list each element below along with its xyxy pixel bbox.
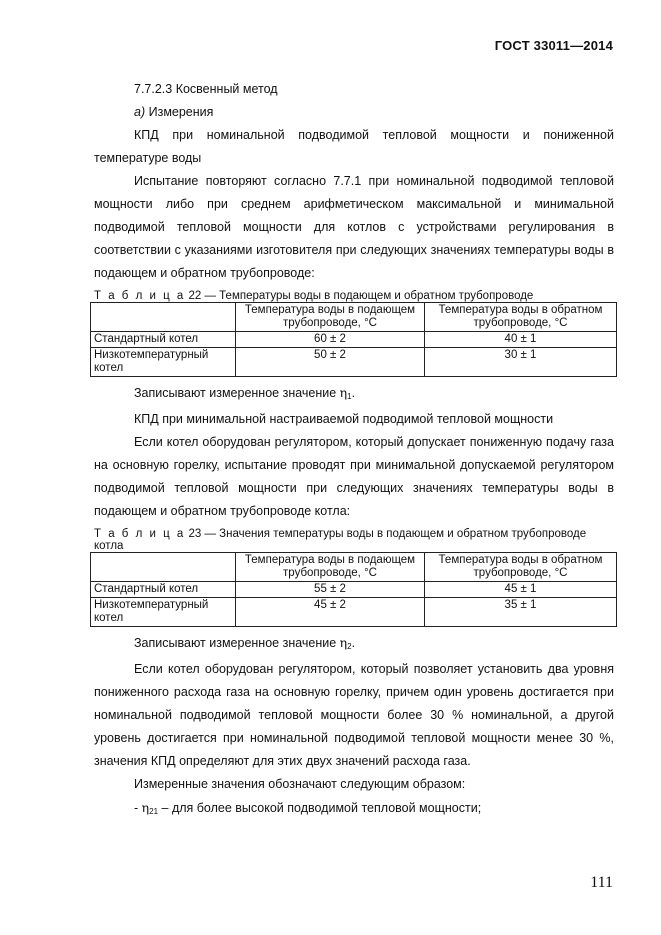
table-22-caption	[94, 290, 614, 302]
list-item-eta21	[94, 796, 614, 823]
table-cell-supply-temp: 55 ± 2	[236, 582, 425, 598]
subsection-a-letter: а)	[134, 105, 146, 119]
table-cell-return-temp: 40 ± 1	[425, 332, 617, 348]
paragraph-regulator-conditions: Если котел оборудован регулятором, который допускает пониженную подачу газа на основную горелку, испытание проводят при минимальной допускаемой регулятором подводимой тепловой мощности при следующих значениях температуры воды в подающем и обратном трубопроводе котла:	[94, 435, 614, 518]
table-cell-return-temp: 45 ± 1	[425, 582, 617, 598]
eta-subscript: 1	[347, 392, 352, 401]
table-row	[91, 582, 617, 598]
document-standard-header: ГОСТ 33011—2014	[494, 38, 613, 53]
table-23-caption-label: Т а б л и ц а	[94, 528, 186, 540]
page-content	[94, 78, 614, 823]
table-row	[91, 348, 617, 377]
table-cell-supply-temp: 45 ± 2	[236, 598, 425, 627]
eta-subscript: 2	[347, 642, 352, 651]
table-header-row	[91, 303, 617, 332]
table-header-cell: Температура воды в обратном трубопроводе, °С	[425, 303, 617, 332]
table-header-row	[91, 553, 617, 582]
paragraph-test-conditions: Испытание повторяют согласно 7.7.1 при номинальной подводимой тепловой мощности либо при среднем арифметическом максимальной и минимальной подводимой тепловой мощности для котлов с устройствами регулирования в соответствии с указаниями изготовителя при следующих значениях температуры воды в подающем и обратном трубопроводе:	[94, 174, 614, 280]
eta-symbol: η	[339, 635, 348, 650]
table-23	[90, 552, 617, 627]
table-cell-supply-temp: 60 ± 2	[236, 332, 425, 348]
table-header-cell	[91, 303, 236, 332]
subsection-a-text: Измерения	[145, 105, 214, 119]
table-cell-boiler-type: Стандартный котел	[91, 582, 236, 598]
paragraph-efficiency-nominal: КПД при номинальной подводимой тепловой мощности и пониженной температуре воды	[94, 128, 614, 165]
table-header-cell: Температура воды в подающем трубопроводе, °С	[236, 303, 425, 332]
eta-symbol: η	[339, 385, 348, 400]
table-23-caption-text: 23 — Значения температуры воды в подающем и обратном трубопроводе котла	[94, 528, 587, 552]
section-heading: 7.7.2.3 Косвенный метод	[134, 82, 278, 96]
table-header-cell: Температура воды в обратном трубопроводе, °С	[425, 553, 617, 582]
table-row	[91, 332, 617, 348]
table-header-cell: Температура воды в подающем трубопроводе, °С	[236, 553, 425, 582]
table-cell-boiler-type: Низкотемпературный котел	[91, 348, 236, 377]
record-prefix: Записывают измеренное значение	[134, 386, 340, 400]
table-row	[91, 598, 617, 627]
paragraph-efficiency-minimum: КПД при минимальной настраиваемой подводимой тепловой мощности	[134, 412, 554, 426]
paragraph-designations: Измеренные значения обозначают следующим образом:	[134, 777, 466, 791]
table-cell-boiler-type: Низкотемпературный котел	[91, 598, 236, 627]
page-number: 111	[590, 874, 613, 891]
table-header-cell	[91, 553, 236, 582]
subsection-a	[94, 101, 614, 124]
table-22-caption-label: Т а б л и ц а	[94, 290, 186, 302]
table-cell-boiler-type: Стандартный котел	[91, 332, 236, 348]
table-cell-return-temp: 35 ± 1	[425, 598, 617, 627]
record-suffix: .	[351, 386, 356, 400]
table-cell-supply-temp: 50 ± 2	[236, 348, 425, 377]
record-suffix: .	[351, 636, 356, 650]
list-item-text: – для более высокой подводимой тепловой мощности;	[158, 801, 482, 815]
paragraph-two-levels: Если котел оборудован регулятором, который позволяет установить два уровня пониженного расхода газа на основную горелку, причем один уровень достигается при номинальной подводимой тепловой мощности более 30 % номинальной, а другой уровень достигается при номинальной подводимой тепловой мощности менее 30 %, значения КПД определяют для этих двух значений расхода газа.	[94, 662, 614, 768]
eta-symbol: η	[141, 800, 150, 815]
record-prefix: Записывают измеренное значение	[134, 636, 340, 650]
paragraph-record-eta1	[94, 381, 614, 408]
table-23-caption	[94, 528, 614, 552]
table-22-caption-text: 22 — Температуры воды в подающем и обратном трубопроводе	[185, 290, 534, 302]
table-22	[90, 302, 617, 377]
paragraph-record-eta2	[94, 631, 614, 658]
list-dash: -	[134, 801, 142, 815]
table-cell-return-temp: 30 ± 1	[425, 348, 617, 377]
eta-subscript: 21	[149, 807, 159, 816]
